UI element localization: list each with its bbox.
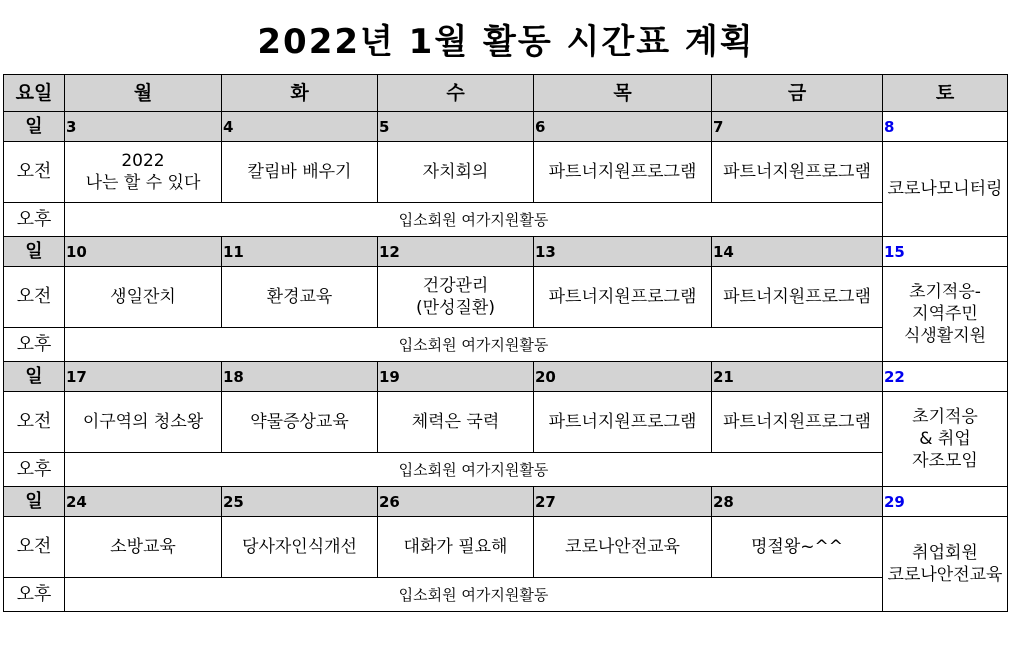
afternoon-activity-cell: 입소회원 여가지원활동 bbox=[65, 453, 883, 487]
activity-cell-tue bbox=[222, 267, 378, 328]
date-cell-mon: 17 bbox=[65, 362, 222, 392]
saturday-activity-line: 코로나안전교육 bbox=[887, 565, 1003, 585]
date-cell-thu: 13 bbox=[534, 237, 712, 267]
date-cell-sat: 8 bbox=[883, 112, 1008, 142]
activity-line: 2022 bbox=[121, 151, 165, 171]
date-cell-tue: 25 bbox=[222, 487, 378, 517]
date-cell-fri: 28 bbox=[712, 487, 883, 517]
activity-line: 파트너지원프로그램 bbox=[548, 287, 697, 307]
date-cell-mon: 3 bbox=[65, 112, 222, 142]
activity-line: 파트너지원프로그램 bbox=[723, 412, 871, 432]
saturday-activity-line: 초기적응- bbox=[909, 282, 981, 302]
activity-line: 파트너지원프로그램 bbox=[723, 162, 871, 182]
activity-cell-tue bbox=[222, 142, 378, 203]
activity-cell-thu bbox=[534, 392, 712, 453]
day-row-label: 일 bbox=[4, 362, 65, 392]
pm-label: 오후 bbox=[4, 328, 65, 362]
saturday-activity-line: 코로나모니터링 bbox=[887, 179, 1003, 199]
am-label: 오전 bbox=[4, 517, 65, 578]
saturday-activity-cell bbox=[883, 392, 1008, 487]
date-cell-tue: 11 bbox=[222, 237, 378, 267]
activity-cell-wed bbox=[378, 517, 534, 578]
header-day-mon: 월 bbox=[65, 75, 222, 112]
header-day-tue: 화 bbox=[222, 75, 378, 112]
activity-line: 파트너지원프로그램 bbox=[548, 162, 697, 182]
activity-line: 체력은 국력 bbox=[411, 412, 500, 432]
week-afternoon-row bbox=[4, 578, 1008, 612]
date-cell-wed: 12 bbox=[378, 237, 534, 267]
activity-line: 당사자인식개선 bbox=[242, 537, 357, 557]
saturday-activity-line: & 취업 bbox=[919, 429, 971, 449]
am-label: 오전 bbox=[4, 392, 65, 453]
activity-cell-mon bbox=[65, 392, 222, 453]
activity-cell-thu bbox=[534, 142, 712, 203]
activity-cell-fri bbox=[712, 517, 883, 578]
pm-label: 오후 bbox=[4, 453, 65, 487]
activity-line: 이구역의 청소왕 bbox=[82, 412, 204, 432]
date-cell-fri: 14 bbox=[712, 237, 883, 267]
week-morning-row bbox=[4, 517, 1008, 578]
activity-line: 칼림바 배우기 bbox=[247, 162, 352, 182]
date-cell-wed: 19 bbox=[378, 362, 534, 392]
saturday-activity-line: 초기적응 bbox=[912, 407, 978, 427]
header-day-wed: 수 bbox=[378, 75, 534, 112]
date-cell-thu: 6 bbox=[534, 112, 712, 142]
afternoon-activity-cell: 입소회원 여가지원활동 bbox=[65, 578, 883, 612]
activity-cell-wed bbox=[378, 267, 534, 328]
am-label: 오전 bbox=[4, 267, 65, 328]
activity-cell-thu bbox=[534, 517, 712, 578]
week-date-row bbox=[4, 487, 1008, 517]
activity-cell-tue bbox=[222, 517, 378, 578]
date-cell-mon: 24 bbox=[65, 487, 222, 517]
week-morning-row bbox=[4, 267, 1008, 328]
activity-line: 나는 할 수 있다 bbox=[85, 173, 201, 193]
date-cell-sat: 22 bbox=[883, 362, 1008, 392]
header-day-thu: 목 bbox=[534, 75, 712, 112]
activity-cell-tue bbox=[222, 392, 378, 453]
date-cell-fri: 7 bbox=[712, 112, 883, 142]
saturday-activity-line: 취업회원 bbox=[912, 543, 978, 563]
pm-label: 오후 bbox=[4, 578, 65, 612]
week-date-row bbox=[4, 237, 1008, 267]
activity-cell-wed bbox=[378, 142, 534, 203]
date-cell-sat: 15 bbox=[883, 237, 1008, 267]
activity-line: 소방교육 bbox=[110, 537, 176, 557]
afternoon-activity-cell: 입소회원 여가지원활동 bbox=[65, 203, 883, 237]
saturday-activity-cell bbox=[883, 517, 1008, 612]
activity-cell-wed bbox=[378, 392, 534, 453]
header-corner: 요일 bbox=[4, 75, 65, 112]
date-cell-thu: 27 bbox=[534, 487, 712, 517]
date-cell-wed: 5 bbox=[378, 112, 534, 142]
activity-line: (만성질환) bbox=[416, 298, 495, 318]
activity-cell-mon bbox=[65, 267, 222, 328]
activity-line: 파트너지원프로그램 bbox=[723, 287, 871, 307]
page-title: 2022년 1월 활동 시간표 계획 bbox=[257, 22, 755, 62]
activity-cell-fri bbox=[712, 392, 883, 453]
header-day-fri: 금 bbox=[712, 75, 883, 112]
week-morning-row bbox=[4, 392, 1008, 453]
activity-line: 대화가 필요해 bbox=[403, 537, 508, 557]
week-date-row bbox=[4, 112, 1008, 142]
weekday-header-row bbox=[4, 75, 1008, 112]
date-cell-tue: 18 bbox=[222, 362, 378, 392]
pm-label: 오후 bbox=[4, 203, 65, 237]
activity-line: 코로나안전교육 bbox=[565, 537, 680, 557]
activity-line: 약물증상교육 bbox=[250, 412, 349, 432]
header-day-sat: 토 bbox=[883, 75, 1008, 112]
week-afternoon-row bbox=[4, 453, 1008, 487]
date-cell-fri: 21 bbox=[712, 362, 883, 392]
date-cell-mon: 10 bbox=[65, 237, 222, 267]
date-cell-wed: 26 bbox=[378, 487, 534, 517]
schedule-table bbox=[3, 74, 1008, 612]
activity-cell-thu bbox=[534, 267, 712, 328]
week-afternoon-row bbox=[4, 328, 1008, 362]
activity-line: 자치회의 bbox=[422, 162, 489, 182]
activity-line: 파트너지원프로그램 bbox=[548, 412, 697, 432]
am-label: 오전 bbox=[4, 142, 65, 203]
activity-cell-mon bbox=[65, 517, 222, 578]
activity-line: 생일잔치 bbox=[110, 287, 176, 307]
date-cell-sat: 29 bbox=[883, 487, 1008, 517]
saturday-activity-line: 자조모임 bbox=[912, 451, 978, 471]
day-row-label: 일 bbox=[4, 487, 65, 517]
saturday-activity-cell bbox=[883, 267, 1008, 362]
day-row-label: 일 bbox=[4, 112, 65, 142]
activity-line: 환경교육 bbox=[266, 287, 333, 307]
activity-cell-fri bbox=[712, 267, 883, 328]
saturday-activity-line: 지역주민 bbox=[912, 304, 978, 324]
week-morning-row bbox=[4, 142, 1008, 203]
date-cell-tue: 4 bbox=[222, 112, 378, 142]
activity-line: 건강관리 bbox=[422, 276, 489, 296]
activity-cell-fri bbox=[712, 142, 883, 203]
week-date-row bbox=[4, 362, 1008, 392]
afternoon-activity-cell: 입소회원 여가지원활동 bbox=[65, 328, 883, 362]
activity-line: 명절왕~^^ bbox=[751, 537, 843, 557]
saturday-activity-line: 식생활지원 bbox=[903, 326, 987, 346]
activity-cell-mon bbox=[65, 142, 222, 203]
week-afternoon-row bbox=[4, 203, 1008, 237]
date-cell-thu: 20 bbox=[534, 362, 712, 392]
saturday-activity-cell bbox=[883, 142, 1008, 237]
day-row-label: 일 bbox=[4, 237, 65, 267]
